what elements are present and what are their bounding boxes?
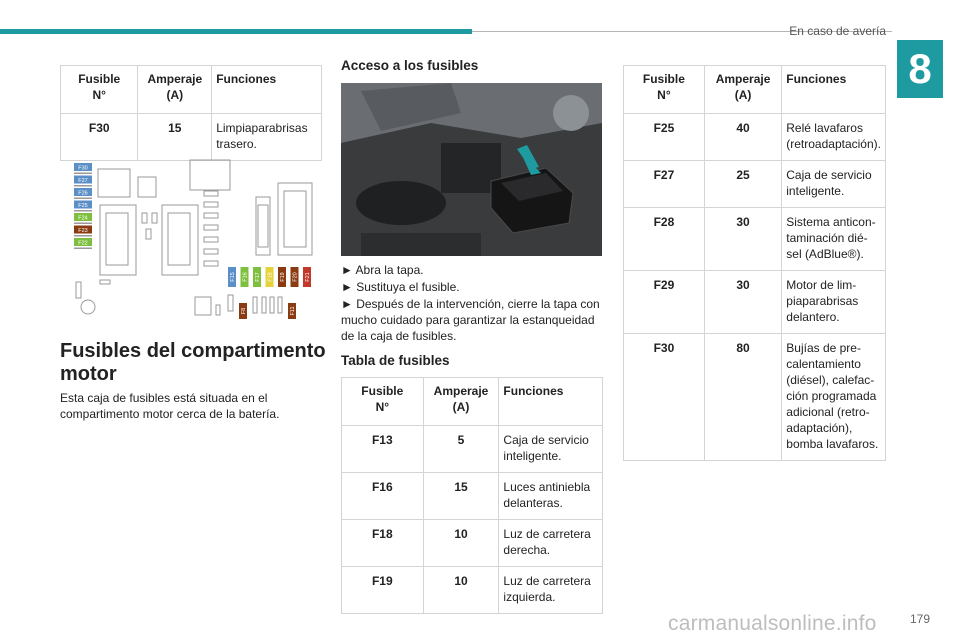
relay-slot: [195, 297, 211, 315]
fuse-label: F25: [78, 202, 88, 209]
fuse-function: Caja de servicio inteligente.: [782, 161, 886, 208]
table-row: [624, 271, 886, 334]
fuse-amperage: 40: [704, 114, 781, 161]
relay-slot-inner: [284, 191, 306, 247]
relay-slot: [278, 183, 312, 255]
table-row: [624, 114, 886, 161]
fuse-function: Motor de lim-piaparabrisas delantero.: [782, 271, 886, 334]
fuse-amperage: 30: [704, 271, 781, 334]
header-rule-accent: [0, 29, 472, 34]
table-row: [624, 208, 886, 271]
fuse-label: F15: [229, 272, 236, 282]
col-header-fuse: Fusible N°: [342, 378, 424, 426]
col-header-func: Funciones: [212, 66, 322, 114]
fuse-label: F17: [254, 272, 261, 282]
mini-fuse-slot: [204, 191, 218, 196]
fuse-amperage: 10: [423, 520, 499, 567]
terminal-bolt: [81, 300, 95, 314]
pin: [76, 282, 81, 298]
fuse-number: F28: [624, 208, 705, 271]
engine-compartment-photo: [341, 83, 602, 256]
col-header-fuse: Fusible N°: [61, 66, 138, 114]
fuse-label: F23: [78, 227, 88, 234]
relay-slot-inner: [168, 213, 190, 265]
fuse-label: F24: [78, 215, 88, 222]
mini-fuse-slot: [262, 297, 266, 313]
fuse-table-title: Tabla de fusibles: [341, 353, 450, 368]
fuse-number: F27: [624, 161, 705, 208]
fuse-function: Luces antiniebla delanteras.: [499, 473, 603, 520]
col-header-func: Funciones: [782, 66, 886, 114]
mini-fuse-slot: [228, 295, 233, 311]
page-number: 179: [909, 612, 930, 626]
fuse-label: F22: [78, 240, 88, 247]
table-row: [342, 567, 603, 614]
mini-fuse-slot: [204, 249, 218, 254]
access-title: Acceso a los fusibles: [341, 58, 479, 73]
fuse-amperage: 5: [423, 426, 499, 473]
fuse-label: F19: [279, 272, 286, 282]
mini-fuse-slot: [253, 297, 257, 313]
table-row: [624, 334, 886, 461]
fuse-amperage: 30: [704, 208, 781, 271]
fuse-label: F16: [242, 272, 249, 282]
col-header-fuse: Fusible N°: [624, 66, 705, 114]
fuse-label: F11: [289, 306, 296, 316]
fuse-slot: [74, 173, 92, 175]
fuse-number: F18: [342, 520, 424, 567]
pin: [100, 280, 110, 284]
mini-fuse-slot: [204, 202, 218, 207]
fuse-function: Relé lavafaros (retroadaptación).: [782, 114, 886, 161]
mini-fuse-slot: [204, 261, 218, 266]
fuse-label: F8: [240, 307, 247, 315]
fuse-amperage: 80: [704, 334, 781, 461]
fuse-number: F30: [624, 334, 705, 461]
list-item: ► Después de la intervención, cierre la tapa con mucho cuidado para garantizar la estanqueidad de la caja de fusibles.: [341, 297, 600, 343]
fuse-label: F18: [267, 272, 274, 282]
col-header-func: Funciones: [499, 378, 603, 426]
fuse-number: F19: [342, 567, 424, 614]
fuse-box-diagram: [60, 155, 322, 325]
list-item: ► Abra la tapa.: [341, 263, 424, 277]
fuse-slot: [74, 198, 92, 200]
fuse-amperage: 10: [423, 567, 499, 614]
fuse-table-top: [60, 65, 322, 161]
table-row: [342, 426, 603, 473]
fuse-number: F29: [624, 271, 705, 334]
fuse-slot: [74, 235, 92, 237]
relay-slot: [138, 177, 156, 197]
fuse-label: F26: [78, 190, 88, 197]
fuse-number: F16: [342, 473, 424, 520]
relay-slot: [190, 160, 230, 190]
table-row: [624, 161, 886, 208]
fuse-amperage: 15: [138, 114, 212, 161]
fuse-label: F20: [292, 272, 299, 282]
relay-slot-inner: [106, 213, 128, 265]
mini-fuse-slot: [204, 225, 218, 230]
fuse-slot: [74, 223, 92, 225]
mini-fuse-slot: [270, 297, 274, 313]
col-header-amp: Amperaje (A): [704, 66, 781, 114]
table-row: [61, 114, 322, 161]
access-steps: [341, 262, 606, 345]
section-text: Esta caja de fusibles está situada en el compartimento motor cerca de la batería.: [60, 391, 280, 421]
section-title-engine-fuses: Fusibles del compartimento motor: [60, 340, 326, 385]
fuse-amperage: 25: [704, 161, 781, 208]
fuse-label: F21: [304, 272, 311, 282]
fuse-number: F13: [342, 426, 424, 473]
col-header-amp: Amperaje (A): [138, 66, 212, 114]
fuse-function: Caja de servicio inteligente.: [499, 426, 603, 473]
fuse-number: F25: [624, 114, 705, 161]
fuse-label: F30: [78, 165, 88, 172]
fuse-slot: [74, 210, 92, 212]
fuse-slot: [74, 248, 92, 250]
table-row: [342, 520, 603, 567]
fuse-function: Luz de carretera derecha.: [499, 520, 603, 567]
fuse-label: F27: [78, 177, 88, 184]
pin: [152, 213, 157, 223]
col-header-amp: Amperaje (A): [423, 378, 499, 426]
relay-slot-inner: [258, 205, 268, 247]
fuse-table-middle: [341, 377, 603, 614]
fuse-function: Luz de carretera izquierda.: [499, 567, 603, 614]
list-item: ► Sustituya el fusible.: [341, 280, 460, 294]
fuse-amperage: 15: [423, 473, 499, 520]
relay-slot: [98, 169, 130, 197]
chapter-tab: 8: [897, 40, 943, 98]
fuse-function: Bujías de pre-calentamiento (diésel), calefac-ción programada adicional (retro-adaptación), bomba lavafaros.: [782, 334, 886, 461]
watermark: carmanualsonline.info: [668, 612, 877, 635]
table-row: [342, 473, 603, 520]
pin: [146, 229, 151, 239]
pin: [216, 305, 220, 315]
pin: [142, 213, 147, 223]
section-header-title: En caso de avería: [789, 24, 886, 38]
fuse-function: Sistema anticon-taminación dié-sel (AdBlue®).: [782, 208, 886, 271]
fuse-number: F30: [61, 114, 138, 161]
mini-fuse-slot: [204, 237, 218, 242]
fuse-slot: [74, 185, 92, 187]
engine-photo-illustration: [341, 83, 602, 256]
fuse-table-right: [623, 65, 886, 461]
fuse-function: Limpiaparabrisas trasero.: [212, 114, 322, 161]
mini-fuse-slot: [204, 213, 218, 218]
mini-fuse-slot: [278, 297, 282, 313]
